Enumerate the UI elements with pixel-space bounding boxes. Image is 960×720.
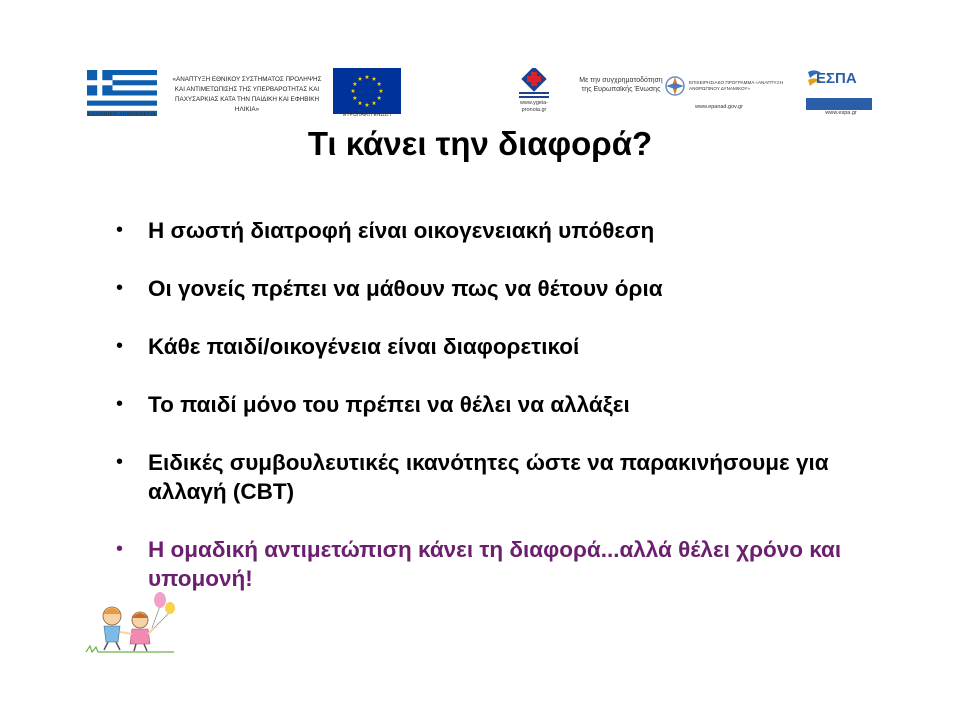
epanad-program-text: ΕΠΙΧΕΙΡΗΣΙΑΚΟ ΠΡΟΓΡΑΜΜΑ «ΑΝΑΠΤΥΞΗ ΑΝΘΡΩΠΙΝΟΥ ΔΥΝΑΜΙΚΟΥ»	[689, 80, 783, 91]
espa-url-text: www.espa.gr	[825, 110, 857, 116]
bullet-symbol: •	[116, 393, 124, 415]
greek-flag-caption: ΕΛΛΗΝΙΚΗ ΔΗΜΟΚΡΑΤΙΑ	[87, 112, 157, 118]
bullet-symbol: •	[116, 451, 124, 473]
espa-label: ΕΣΠΑ	[816, 70, 857, 87]
bullet-text: Ειδικές συμβουλευτικές ικανότητες ώστε να παρακινήσουμε για αλλαγή (CBT)	[148, 450, 829, 504]
eu-flag-icon	[333, 68, 401, 114]
program-title-text: «ΑΝΑΠΤΥΞΗ ΕΘΝΙΚΟΥ ΣΥΣΤΗΜΑΤΟΣ ΠΡΟΛΗΨΗΣ ΚΑΙ ΑΝΤΙΜΕΤΩΠΙΣΗΣ ΤΗΣ ΥΠΕΡΒΑΡΟΤΗΤΑΣ ΚΑΙ ΠΑΧΥΣΑΡΚΙΑΣ ΚΑΤΑ ΤΗΝ ΠΑΙΔΙΚΗ ΚΑΙ ΕΦΗΒΙΚΗ ΗΛΙΚΙΑ»	[172, 76, 322, 113]
bullet-text: Το παιδί μόνο του πρέπει να θέλει να αλλάξει	[148, 392, 630, 417]
slide-title: Τι κάνει την διαφορά?	[307, 125, 653, 162]
kids-playing-illustration	[82, 588, 182, 654]
bullet-item	[112, 274, 912, 303]
eu-flag-caption: ΕΥΡΩΠΑΪΚΗ ΕΝΩΣΗ	[343, 112, 391, 118]
greek-flag-icon	[87, 70, 157, 116]
bullet-item	[112, 448, 912, 506]
epanad-url-text: www.epanad.gov.gr	[695, 104, 743, 110]
cofunding-text: Με την συγχρηματοδότηση της Ευρωπαϊκής Ένωσης	[579, 77, 663, 93]
bullet-symbol: •	[116, 219, 124, 241]
bullet-symbol: •	[116, 335, 124, 357]
ministry-url-text: www.ygeia-pronoia.gr	[519, 100, 549, 113]
bullet-symbol: •	[116, 277, 124, 299]
bullet-item	[112, 332, 912, 361]
bullet-text: Η ομαδική αντιμετώπιση κάνει τη διαφορά...αλλά θέλει χρόνο και υπομονή!	[148, 537, 842, 591]
bullet-text: Οι γονείς πρέπει να μάθουν πως να θέτουν όρια	[148, 276, 663, 301]
bullet-symbol: •	[116, 538, 124, 560]
espa-years: 2007-2013	[824, 90, 864, 99]
ministry-logo-icon	[515, 68, 553, 100]
bullet-list	[112, 216, 912, 622]
bullet-item	[112, 216, 912, 245]
bullet-text: Η σωστή διατροφή είναι οικογενειακή υπόθεση	[148, 218, 655, 243]
bullet-item-highlight	[112, 535, 912, 593]
epanad-emblem-icon	[664, 74, 686, 98]
bullet-text: Κάθε παιδί/οικογένεια είναι διαφορετικοί	[148, 334, 580, 359]
bullet-item	[112, 390, 912, 419]
